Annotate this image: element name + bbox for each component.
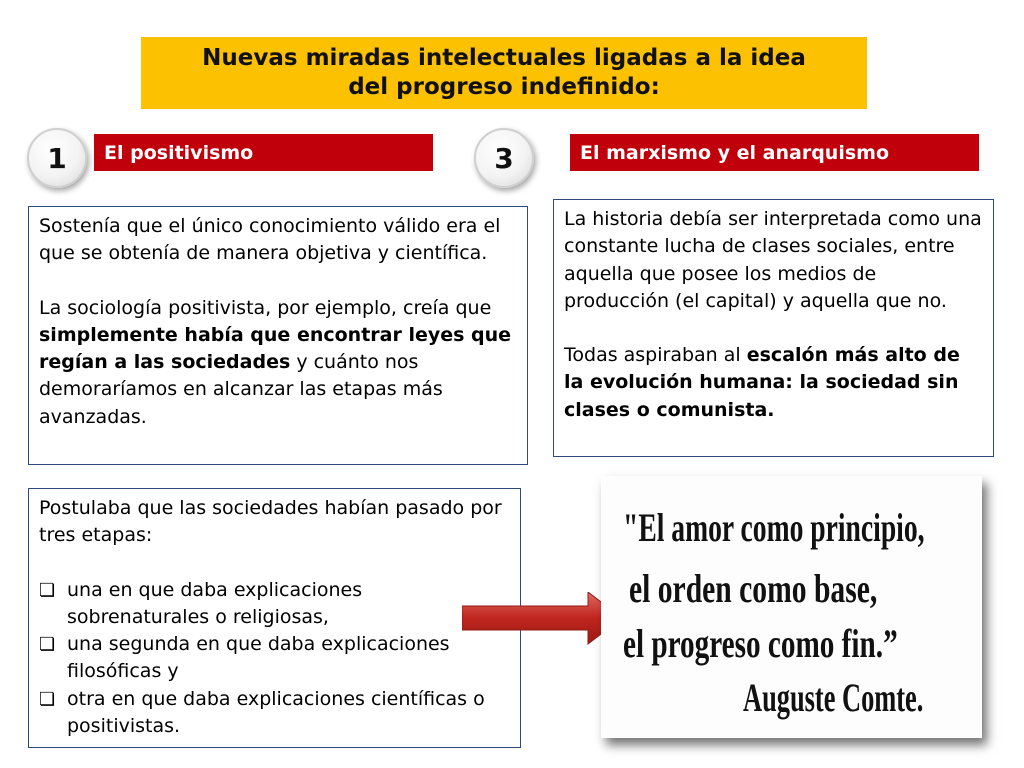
list-item [39, 686, 510, 741]
slide-title [141, 37, 867, 109]
right-arrow-icon [462, 592, 622, 652]
positivismo-paragraph-2 [39, 295, 517, 431]
list-item-text: una en que daba explicaciones sobrenaturales o religiosas, [67, 578, 363, 628]
marxismo-paragraph-1: La historia debía ser interpretada como una constante lucha de clases sociales, entre aquella que posee los medios de producción (el capital) y aquella que no. [564, 208, 982, 312]
marxismo-paragraph-2 [564, 342, 983, 424]
checkbox-bullet-icon: ❏ [39, 688, 56, 710]
quote-author: Auguste Comte. [743, 675, 924, 720]
heading-positivismo: El positivismo [94, 134, 433, 171]
title-line-1: Nuevas miradas intelectuales ligadas a la idea [202, 45, 806, 71]
etapas-intro: Postulaba que las sociedades habían pasado por tres etapas: [39, 497, 502, 547]
heading-marxismo: El marxismo y el anarquismo [570, 134, 979, 171]
comte-quote-image [601, 476, 982, 738]
marxismo-p2-bold: escalón más alto de la evolución humana: la sociedad sin clases o comunista. [564, 344, 960, 421]
positivismo-paragraph-1: Sostenía que el único conocimiento válido era el que se obtenía de manera objetiva y científica. [39, 215, 501, 265]
checkbox-bullet-icon: ❏ [39, 579, 56, 601]
quote-line-1: "El amor como principio, [623, 505, 925, 550]
list-item-text: otra en que daba explicaciones científicas o positivistas. [67, 687, 485, 738]
etapas-box [28, 488, 521, 748]
marxismo-description-box [553, 199, 994, 457]
positivismo-description-box [28, 206, 528, 465]
checkbox-bullet-icon: ❏ [39, 634, 56, 656]
number-badge-1: 1 [27, 128, 87, 188]
list-item [39, 631, 510, 686]
p2-end-text: y cuánto nos demoraríamos en alcanzar las etapas más avanzadas. [39, 351, 443, 428]
number-badge-3: 3 [474, 128, 534, 188]
quote-line-3: el progreso como fin.” [623, 621, 898, 666]
quote-line-2: el orden como base, [629, 566, 878, 611]
list-item-text: una segunda en que daba explicaciones filosóficas y [67, 633, 450, 683]
marxismo-p2-start: Todas aspiraban al [564, 344, 747, 367]
p2-start-text: La sociología positivista, por ejemplo, creía que [39, 296, 492, 319]
title-line-2: del progreso indefinido: [348, 74, 660, 100]
p2-bold-text: simplemente había que encontrar leyes que regían a las sociedades [39, 323, 512, 374]
list-item [39, 577, 510, 632]
